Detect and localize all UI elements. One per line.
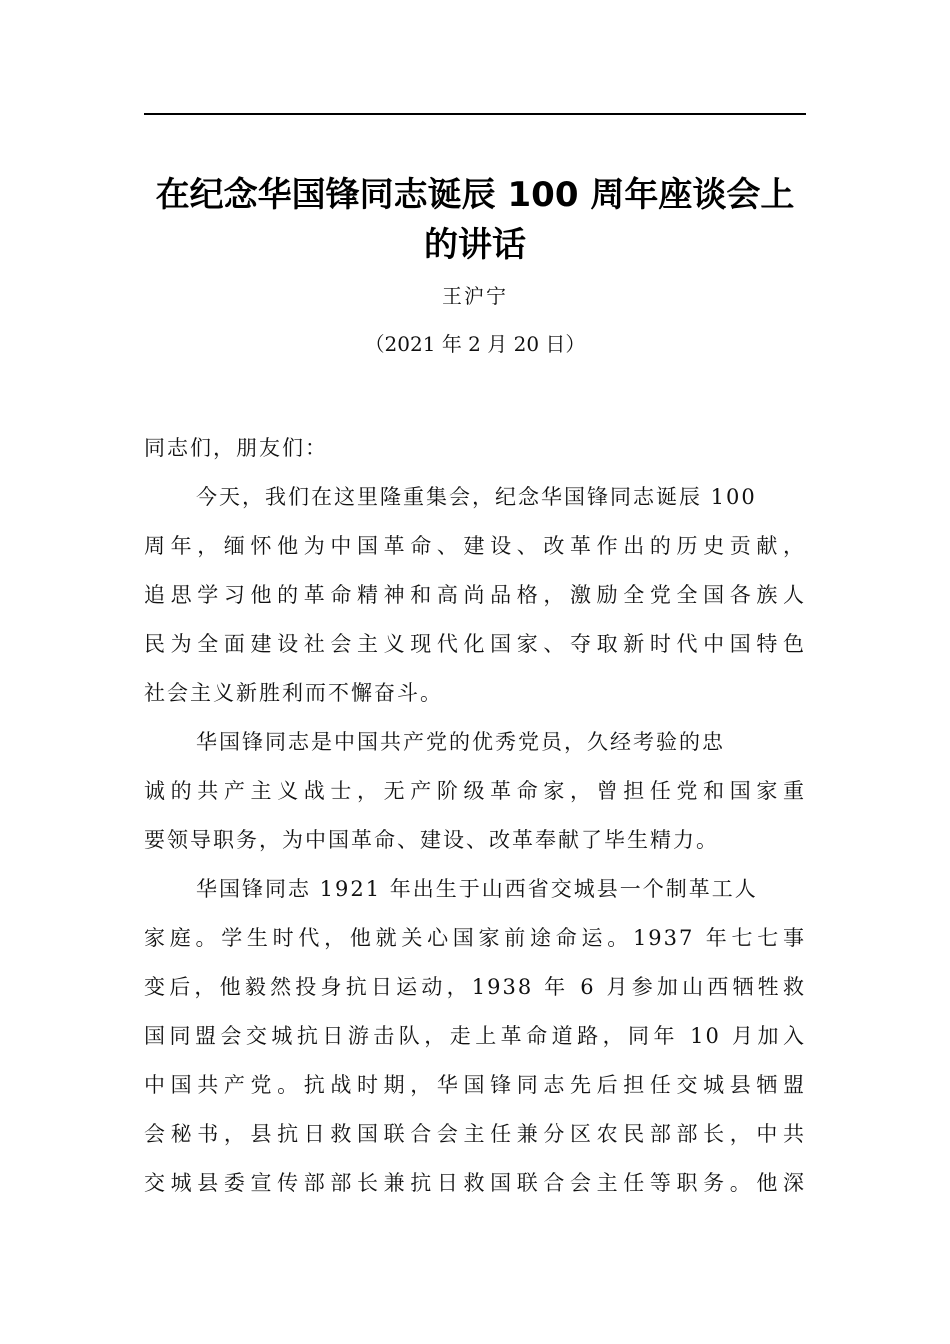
salutation: 同志们，朋友们： [144, 436, 328, 460]
author: 王沪宁 [442, 284, 508, 308]
paragraph-2-line-3: 要领导职务，为中国革命、建设、改革奉献了毕生精力。 [144, 828, 719, 852]
paragraph-2-line-1: 华国锋同志是中国共产党的优秀党员，久经考验的忠 [196, 730, 725, 754]
paragraph-1-line-2: 周年，缅怀他为中国革命、建设、改革作出的历史贡献， [144, 534, 806, 558]
paragraph-3-line-2: 家庭。学生时代，他就关心国家前途命运。1937 年七七事 [144, 926, 806, 950]
paragraph-3-line-5: 中国共产党。抗战时期，华国锋同志先后担任交城县牺盟 [144, 1073, 806, 1097]
title-line-2: 的讲话 [424, 225, 526, 265]
title-line-1: 在纪念华国锋同志诞辰 100 周年座谈会上 [155, 175, 795, 215]
paragraph-1-line-3: 追思学习他的革命精神和高尚品格，激励全党全国各族人 [144, 583, 806, 607]
paragraph-1-line-4: 民为全面建设社会主义现代化国家、夺取新时代中国特色 [144, 632, 806, 656]
paragraph-3-line-1: 华国锋同志 1921 年出生于山西省交城县一个制革工人 [196, 877, 758, 901]
page-title [144, 170, 806, 270]
header-rule [144, 113, 806, 115]
paragraph-1-line-5: 社会主义新胜利而不懈奋斗。 [144, 681, 443, 705]
paragraph-3-line-6: 会秘书，县抗日救国联合会主任兼分区农民部部长，中共 [144, 1122, 806, 1146]
speech-date: （2021 年 2 月 20 日） [364, 332, 586, 356]
paragraph-1-line-1: 今天，我们在这里隆重集会，纪念华国锋同志诞辰 100 [196, 485, 757, 509]
paragraph-3-line-4: 国同盟会交城抗日游击队，走上革命道路，同年 10 月加入 [144, 1024, 806, 1048]
paragraph-3-line-3: 变后，他毅然投身抗日运动，1938 年 6 月参加山西牺牲救 [144, 975, 806, 999]
paragraph-2-line-2: 诚的共产主义战士，无产阶级革命家，曾担任党和国家重 [144, 779, 806, 803]
speech-body [144, 424, 806, 1208]
paragraph-3-line-7: 交城县委宣传部部长兼抗日救国联合会主任等职务。他深 [144, 1171, 806, 1195]
